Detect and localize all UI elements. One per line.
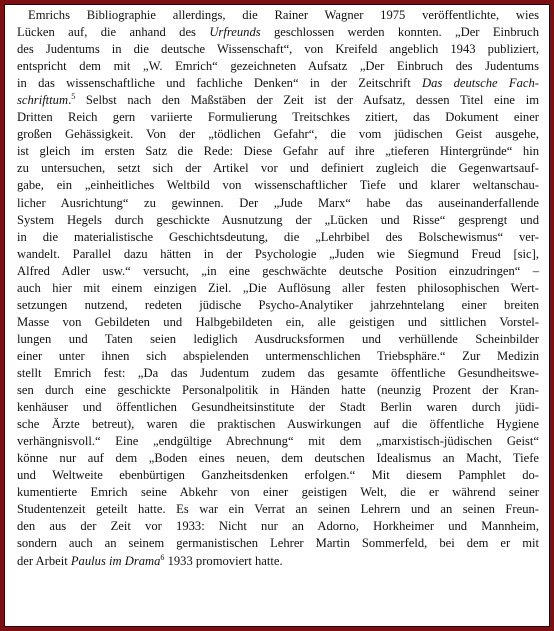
text-run: in die materialistische Geschichtsdeutung, die „Lehrbibel des Bolschewismus“ ver- [17, 229, 539, 244]
text-run: gabe, ein „einheitliches Weltbild von wissenschaftlicher Tiefe und klarer weltanschau- [17, 178, 539, 193]
text-run: 1933 promoviert hatte. [164, 553, 283, 568]
text-run: stellt Emrich fest: „Da das Judentum zudem das gesamte öffentliche Gesundheitswe- [17, 365, 539, 380]
text-run: wandelt. Parallel dazu hätten in der Psychologie „Juden wie Siegmund Freud [sic], [17, 246, 539, 261]
text-run: einer unter ihnen sich abspielenden untermenschlichen Triebsphäre.“ Zur Medizin [17, 348, 539, 363]
text-line [17, 229, 539, 246]
italic-title: schrifttum [17, 93, 69, 108]
text-run: setzungen nutzend, redeten jüdische Psycho-Analytiker jahrzehntelang einer breiten [17, 297, 539, 312]
text-run: licher Ausrichtung“ zu gewinnen. Der „Jude Marx“ habe das auseinanderfallende [17, 195, 539, 210]
text-line [17, 416, 539, 433]
italic-title: Paulus im Drama [70, 553, 161, 568]
text-run: geschlossen werden konnten. „Der Einbruch [260, 25, 539, 40]
text-line [17, 24, 539, 41]
text-run: Alfred Adler usw.“ versucht, „in eine geschwächte deutsche Position einzudringen“ – [17, 263, 539, 278]
text-run: könne nur auf dem „Boden eines neuen, dem deutschen Idealismus an Macht, Tiefe [17, 451, 539, 466]
text-line [17, 177, 539, 194]
text-line [17, 75, 539, 92]
text-line [17, 450, 539, 467]
text-line [17, 212, 539, 229]
text-line [17, 518, 539, 535]
text-line [17, 314, 539, 331]
text-line [17, 58, 539, 75]
text-line [17, 7, 539, 24]
text-line [17, 297, 539, 314]
text-run: verhängnisvoll.“ Eine „endgültige Abrechnung“ mit dem „marxistisch-jüdischen Geist“ [17, 434, 539, 449]
footnote-marker: 5 [71, 92, 76, 102]
text-line [17, 41, 539, 58]
text-run: des Judentums in die deutsche Wissenschaft“, von Kreifeld angeblich 1943 publiziert, [17, 42, 539, 57]
text-run: kumentierte Emrich seine Abkehr von einer geistigen Welt, die er während seiner [17, 485, 539, 500]
text-line [17, 331, 539, 348]
text-run: zu untersuchen, setzt sich der Artikel vor und definiert zugleich die Gegenwartsauf- [17, 161, 539, 176]
italic-title: Das deutsche Fach- [422, 76, 539, 91]
text-run: auch hier mit einem einzigen Ziel. „Die Auflösung aller festen philosophischen Wert- [17, 280, 539, 295]
text-line [17, 143, 539, 160]
text-run: in das wissenschaftliche und fachliche Denken“ in der Zeitschrift [17, 76, 423, 91]
text-run: entspricht dem mit „W. Emrich“ gezeichneten Aufsatz „Der Einbruch des Judentums [17, 59, 539, 74]
text-line [17, 535, 539, 552]
text-line [17, 382, 539, 399]
text-run: ist gleich im ersten Satz die Rede: Diese Gefahr auf ihre „tieferen Hintergründe“ hin [17, 144, 539, 159]
text-run: Selbst nach den Maßstäben der Zeit ist der Aufsatz, dessen Titel eine im [75, 93, 539, 108]
text-run: sondern auch an seinem germanistischen Lehrer Martin Sommerfeld, bei dem er mit [17, 536, 539, 551]
text-line [17, 126, 539, 143]
footnote-marker: 6 [160, 552, 165, 562]
text-line [17, 484, 539, 501]
document-page [4, 4, 550, 627]
text-line [17, 92, 539, 109]
text-run: großen Gehässigkeit. Von der „tödlichen Gefahr“, die vom jüdischen Geist ausgehe, [17, 127, 539, 142]
text-run: und Weltweite ebenbürtigen Ganzheitsdenken erfolgen.“ Mit diesem Pamphlet do- [17, 468, 539, 483]
text-line [17, 280, 539, 297]
text-run: System Hegels durch geschickte Ausnutzung der „Lücken und Risse“ gesprengt und [17, 212, 539, 227]
text-run: den aus der Zeit vor 1933: Nicht nur an Adorno, Horkheimer und Mannheim, [17, 519, 539, 534]
text-line [17, 348, 539, 365]
text-line [17, 109, 539, 126]
italic-title: Urfreunds [209, 25, 261, 40]
text-run: lungen und Taten seien lediglich Ausdrucksformen und verhüllende Scheinbilder [17, 331, 539, 346]
text-run: . [68, 93, 72, 108]
document-text [17, 7, 539, 570]
text-line [17, 195, 539, 212]
text-line [17, 399, 539, 416]
text-run: Lücken auf, die anhand des [17, 25, 210, 40]
text-run: sche Ärzte betreut), waren die praktischen Auswirkungen auf die öffentliche Hygiene [17, 417, 539, 432]
text-line [17, 467, 539, 484]
text-run: Emrichs Bibliographie allerdings, die Rainer Wagner 1975 veröffentlichte, wies [28, 8, 539, 22]
text-line [17, 501, 539, 518]
text-run: kenhäuser und öffentlichen Gesundheitsinstitute der Stadt Berlin waren durch jüdi- [17, 400, 539, 415]
text-line [17, 365, 539, 382]
text-run: der Arbeit [17, 553, 71, 568]
text-line [17, 553, 539, 570]
text-line [17, 246, 539, 263]
text-run: Studentenzeit geteilt hatte. Es war ein Verrat an seinen Lehrern und an seinen Freun- [17, 502, 539, 517]
text-line [17, 263, 539, 280]
text-run: sen durch eine geschickte Personalpolitik in Händen hatte (neunzig Prozent der Kran- [17, 383, 539, 398]
text-run: Dritten Reich gern variierte Formulierung Treitschkes zitiert, das Dokument einer [17, 110, 539, 125]
text-run: Masse von Gebildeten und Halbgebildeten ein, alle geistigen und sittlichen Vorstel- [17, 314, 539, 329]
text-line [17, 433, 539, 450]
text-line [17, 160, 539, 177]
